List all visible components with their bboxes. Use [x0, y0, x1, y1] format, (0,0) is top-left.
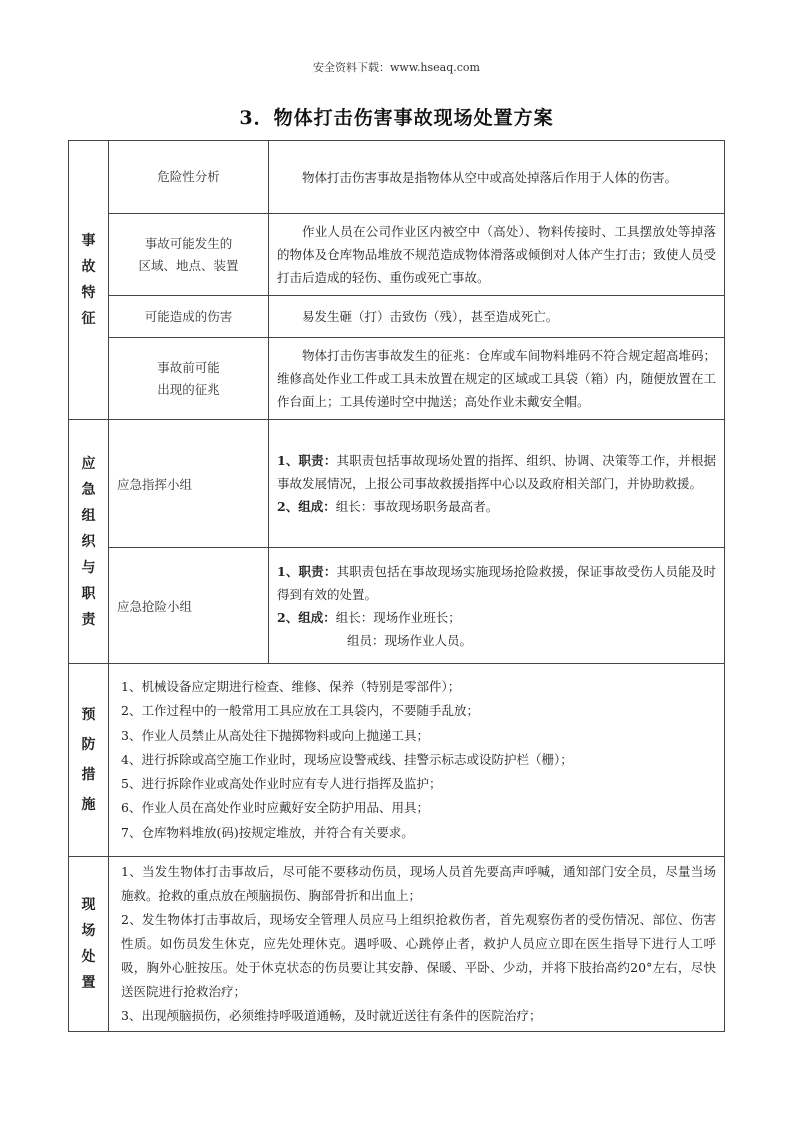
group-duties: 1、职责：其职责包括在事故现场实施现场抢险救援，保证事故受伤人员能及时得到有效的处置。 2、组成：组长：现场作业班长； 组员：现场作业人员。	[269, 548, 725, 664]
prevention-row	[69, 664, 725, 857]
accident-area-row	[69, 214, 725, 296]
rescue-group-row	[69, 548, 725, 664]
list-item: 3、作业人员禁止从高处往下抛掷物料或向上抛递工具；	[121, 727, 429, 743]
section-label-onsite-disposal: 现 场 处 置	[69, 857, 109, 1032]
hazard-analysis-row	[69, 141, 725, 214]
list-item: 6、作业人员在高处作业时应戴好安全防护用品、用具；	[121, 800, 429, 816]
onsite-disposal-row	[69, 857, 725, 1032]
warning-signs-row	[69, 338, 725, 420]
row-label: 事故前可能 出现的征兆	[109, 338, 269, 420]
possible-injury-row	[69, 296, 725, 338]
row-content: 物体打击伤害事故发生的征兆：仓库或车间物料堆码不符合规定超高堆码；维修高处作业工件或工具未放置在规定的区域或工具袋（箱）内，随便放置在工作台面上；工具传递时空中抛送；高处作业未戴安全帽。	[269, 338, 725, 420]
prevention-list	[109, 664, 725, 857]
group-name: 应急抢险小组	[109, 548, 269, 664]
row-content: 物体打击伤害事故是指物体从空中或高处掉落后作用于人体的伤害。	[269, 141, 725, 214]
row-label: 危险性分析	[109, 141, 269, 214]
page-header: 安全资料下载：www.hseaq.com	[313, 61, 480, 74]
group-duties: 1、职责：其职责包括事故现场处置的指挥、组织、协调、决策等工作，并根据事故发展情况，上报公司事故救援指挥中心以及政府相关部门，并协助救援。 2、组成：组长：事故现场职务最高者。	[269, 420, 725, 548]
list-item: 1、当发生物体打击事故后，尽可能不要移动伤员，现场人员首先要高声呼喊，通知部门安全员，尽量当场施救。抢救的重点放在颅脑损伤、胸部骨折和出血上；	[121, 864, 716, 903]
page-title: 3．物体打击伤害事故现场处置方案	[239, 107, 554, 129]
row-content: 作业人员在公司作业区内被空中（高处）、物料传接时、工具摆放处等掉落的物体及仓库物品堆放不规范造成物体滑落或倾倒对人体产生打击；致使人员受打击后造成的轻伤、重伤或死亡事故。	[269, 214, 725, 296]
row-label: 事故可能发生的 区域、地点、装置	[109, 214, 269, 296]
disposal-plan-table	[68, 140, 725, 1032]
section-label-prevention: 预 防 措 施	[69, 664, 109, 857]
section-label-accident-features: 事 故 特 征	[69, 141, 109, 420]
row-content: 易发生砸（打）击致伤（残），甚至造成死亡。	[269, 296, 725, 338]
list-item: 3、出现颅脑损伤，必须维持呼吸道通畅，及时就近送往有条件的医院治疗；	[121, 1008, 542, 1023]
list-item: 2、发生物体打击事故后，现场安全管理人员应马上组织抢救伤者，首先观察伤者的受伤情况、部位、伤害性质。如伤员发生休克，应先处理休克。遇呼吸、心跳停止者，救护人员应立即在医生指导下进行人工呼吸，胸外心脏按压。处于休克状态的伤员要让其安静、保暖、平卧、少动，并将下肢抬高约20°左右，尽快送医院进行抢救治疗；	[121, 912, 716, 999]
row-label: 可能造成的伤害	[109, 296, 269, 338]
list-item: 2、工作过程中的一般常用工具应放在工具袋内，不要随手乱放；	[121, 703, 479, 719]
section-label-emergency-organization: 应 急 组 织 与 职 责	[69, 420, 109, 664]
onsite-disposal-list	[109, 857, 725, 1032]
command-group-row	[69, 420, 725, 548]
list-item: 5、进行拆除作业或高处作业时应有专人进行指挥及监护；	[121, 776, 442, 792]
list-item: 1、机械设备应定期进行检查、维修、保养（特别是零部件）；	[121, 678, 461, 694]
list-item: 7、仓库物料堆放(码)按规定堆放，并符合有关要求。	[121, 824, 414, 840]
group-name: 应急指挥小组	[109, 420, 269, 548]
list-item: 4、进行拆除或高空施工作业时，现场应设警戒线、挂警示标志或设防护栏（栅）；	[121, 751, 573, 767]
